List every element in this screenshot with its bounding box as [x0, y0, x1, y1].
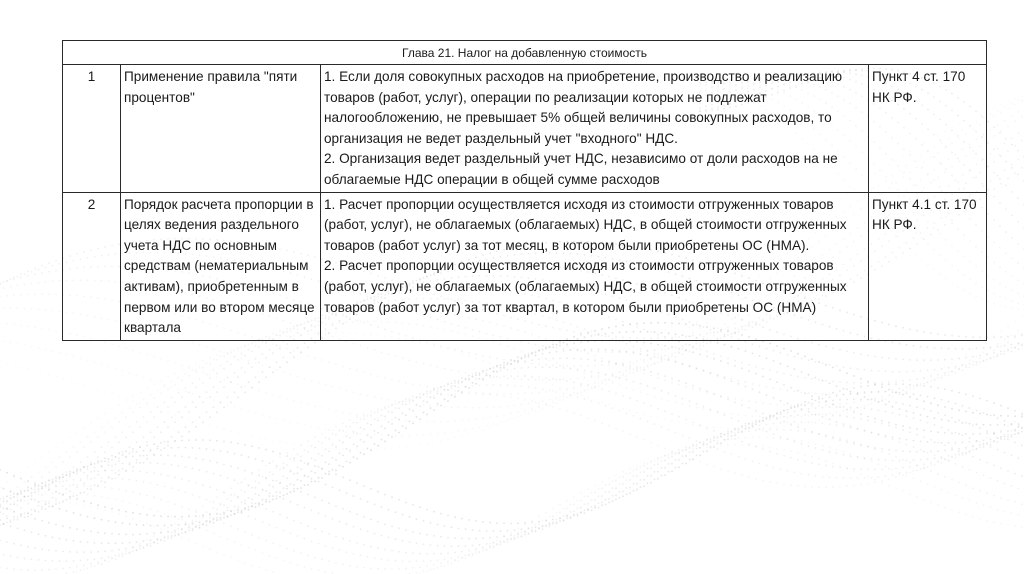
- row-reference: Пункт 4.1 ст. 170 НК РФ.: [869, 192, 987, 340]
- row-description: [321, 192, 869, 340]
- table-row: [63, 65, 987, 193]
- chapter-title: Глава 21. Налог на добавленную стоимость: [63, 41, 987, 65]
- row-description: [321, 65, 869, 193]
- description-item: 1. Если доля совокупных расходов на приобретение, производство и реализацию товаров (работ, услуг), операции по реализации которых не подлежат налогообложению, не превышает 5% общей величины совокупных расходов, то организация не ведет раздельный учет "входного" НДС.: [324, 69, 843, 146]
- description-item: 2. Расчет пропорции осуществляется исходя из стоимости отгруженных товаров (работ, услуг), не облагаемых (облагаемых) НДС, в общей стоимости отгруженных товаров (работ услуг) за тот квартал, в котором были приобретены ОС (НМА): [324, 258, 847, 315]
- table-header-row: [63, 41, 987, 65]
- row-topic: Порядок расчета пропорции в целях ведения раздельного учета НДС по основным средствам (нематериальным активам), приобретенным в первом или во втором месяце квартала: [121, 192, 321, 340]
- description-item: 1. Расчет пропорции осуществляется исходя из стоимости отгруженных товаров (работ, услуг), не облагаемых (облагаемых) НДС, в общей стоимости отгруженных товаров (работ услуг) за тот месяц, в котором были приобретены ОС (НМА).: [324, 196, 847, 253]
- legal-comparison-table: [62, 40, 987, 341]
- row-number: 2: [63, 192, 121, 340]
- row-reference: Пункт 4 ст. 170 НК РФ.: [869, 65, 987, 193]
- row-topic: Применение правила "пяти процентов": [121, 65, 321, 193]
- row-number: 1: [63, 65, 121, 193]
- table-row: [63, 192, 987, 340]
- description-item: 2. Организация ведет раздельный учет НДС, независимо от доли расходов на не облагаемые НДС операции в общей сумме расходов: [324, 151, 838, 187]
